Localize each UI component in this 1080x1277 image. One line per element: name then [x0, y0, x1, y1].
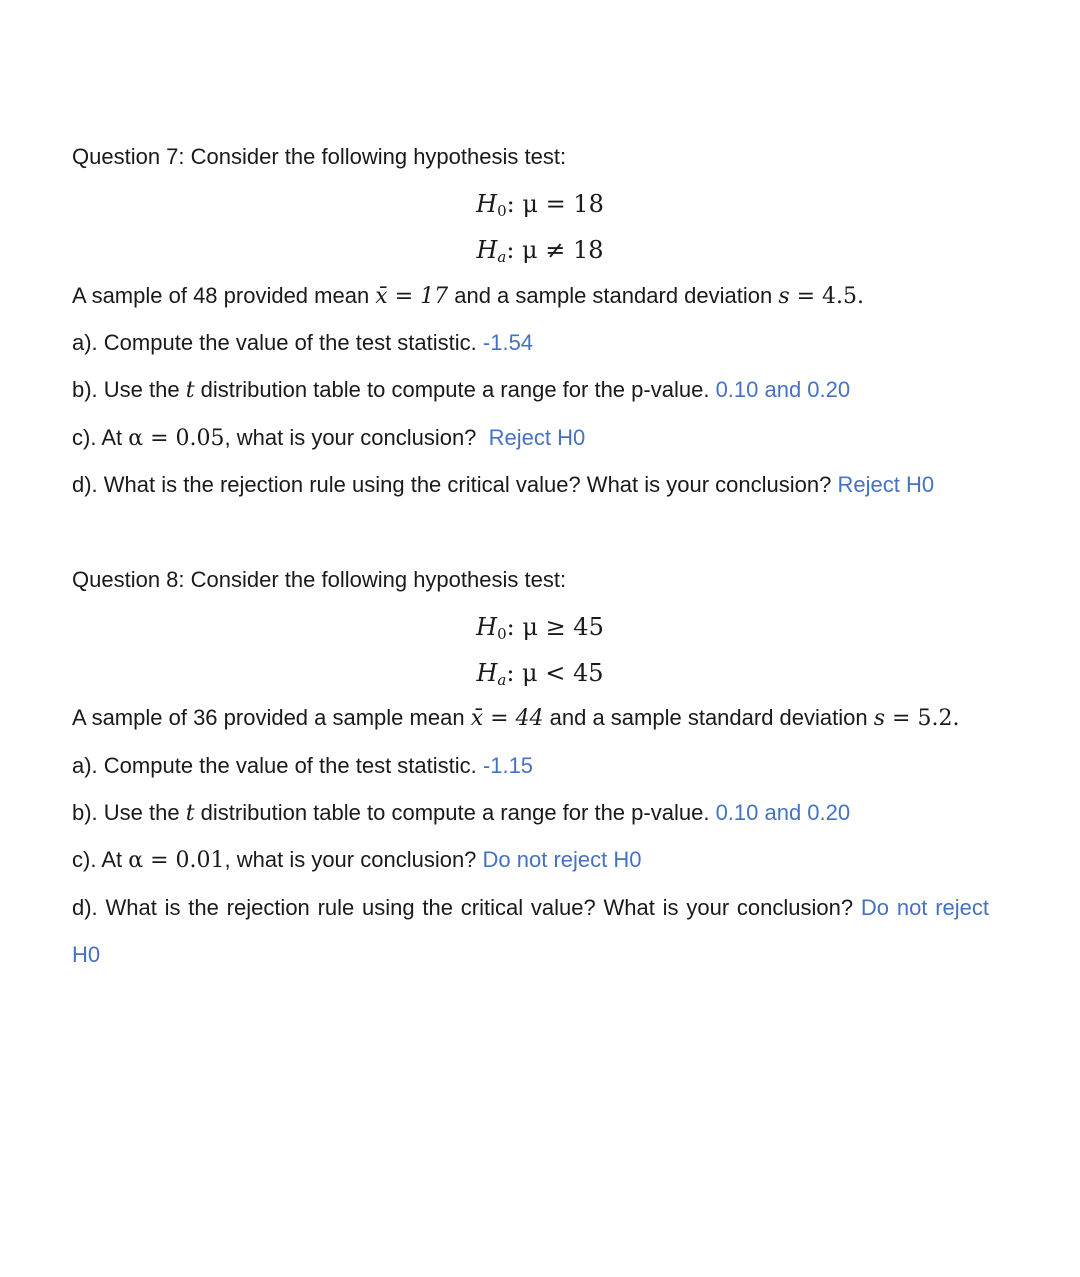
question-8-null-hypothesis — [0, 613, 1080, 641]
part-b-answer: 0.10 and 0.20 — [715, 377, 851, 402]
ha-symbol: H — [476, 236, 498, 264]
question-8-title: Question 8: Consider the following hypothesis test: — [72, 567, 567, 592]
part-c-alpha: α = 0.01 — [128, 848, 225, 873]
part-b-post: distribution table to compute a range for the p-value. — [194, 800, 710, 825]
part-b-pre: b). Use the — [72, 800, 186, 825]
question-8-part-a — [72, 753, 533, 779]
part-d-answer: Reject H0 — [837, 472, 935, 497]
question-7-sample-statement — [72, 283, 864, 310]
question-7-part-b — [72, 377, 850, 404]
part-a-answer: -1.54 — [482, 330, 534, 355]
sample-sd-symbol: s — [873, 706, 886, 731]
question-8-part-b — [72, 800, 850, 827]
part-b-post: distribution table to compute a range for the p-value. — [194, 377, 710, 402]
sample-text-pre: A sample of 48 provided mean — [72, 283, 376, 308]
part-c-post: , what is your conclusion? — [224, 847, 477, 872]
h0-relation: : μ = 18 — [506, 190, 604, 218]
part-c-answer: Do not reject H0 — [482, 847, 642, 872]
question-8-sample-statement — [72, 705, 959, 732]
part-a-answer: -1.15 — [482, 753, 534, 778]
part-b-t: t — [185, 801, 195, 826]
part-a-prompt: a). Compute the value of the test statistic. — [72, 753, 477, 778]
sample-mean: x̄ = 44 — [470, 706, 544, 731]
sample-mean: x̄ = 17 — [375, 284, 449, 309]
ha-symbol: H — [476, 659, 498, 687]
ha-relation: : μ ≠ 18 — [506, 236, 604, 264]
part-b-pre: b). Use the — [72, 377, 186, 402]
sample-text-mid: and a sample standard deviation — [543, 705, 874, 730]
question-7-part-d — [72, 472, 934, 498]
sample-sd-symbol: s — [778, 284, 790, 309]
h0-symbol: H — [476, 613, 498, 641]
question-7-part-a — [72, 330, 533, 356]
part-d-answer: Do not reject H0 — [72, 895, 989, 967]
part-c-alpha: α = 0.05 — [128, 426, 225, 451]
h0-relation: : μ ≥ 45 — [506, 613, 604, 641]
question-7-title: Question 7: Consider the following hypothesis test: — [72, 144, 567, 169]
part-c-pre: c). At — [72, 847, 129, 872]
part-c-answer: Reject H0 — [488, 425, 586, 450]
part-b-answer: 0.10 and 0.20 — [715, 800, 851, 825]
sample-sd-value: = 4.5. — [789, 284, 865, 309]
part-a-prompt: a). Compute the value of the test statistic. — [72, 330, 477, 355]
h0-subscript: 0 — [497, 625, 507, 643]
sample-sd-value: = 5.2. — [885, 706, 960, 731]
ha-relation: : μ < 45 — [506, 659, 604, 687]
part-d-prompt: d). What is the rejection rule using the critical value? What is your conclusion? — [72, 895, 854, 920]
ha-subscript: a — [497, 248, 507, 266]
ha-subscript: a — [497, 671, 507, 689]
question-8-alternative-hypothesis — [0, 659, 1080, 687]
question-7-null-hypothesis — [0, 190, 1080, 218]
h0-symbol: H — [476, 190, 498, 218]
part-c-pre: c). At — [72, 425, 129, 450]
part-b-t: t — [185, 378, 195, 403]
sample-text-pre: A sample of 36 provided a sample mean — [72, 705, 471, 730]
question-8-part-c — [72, 847, 642, 874]
h0-subscript: 0 — [497, 202, 507, 220]
part-d-prompt: d). What is the rejection rule using the critical value? What is your conclusion? — [72, 472, 832, 497]
sample-text-mid: and a sample standard deviation — [448, 283, 779, 308]
question-7-alternative-hypothesis — [0, 236, 1080, 264]
question-8-part-d — [72, 884, 989, 978]
question-7-part-c — [72, 425, 585, 452]
part-c-post: , what is your conclusion? — [224, 425, 477, 450]
